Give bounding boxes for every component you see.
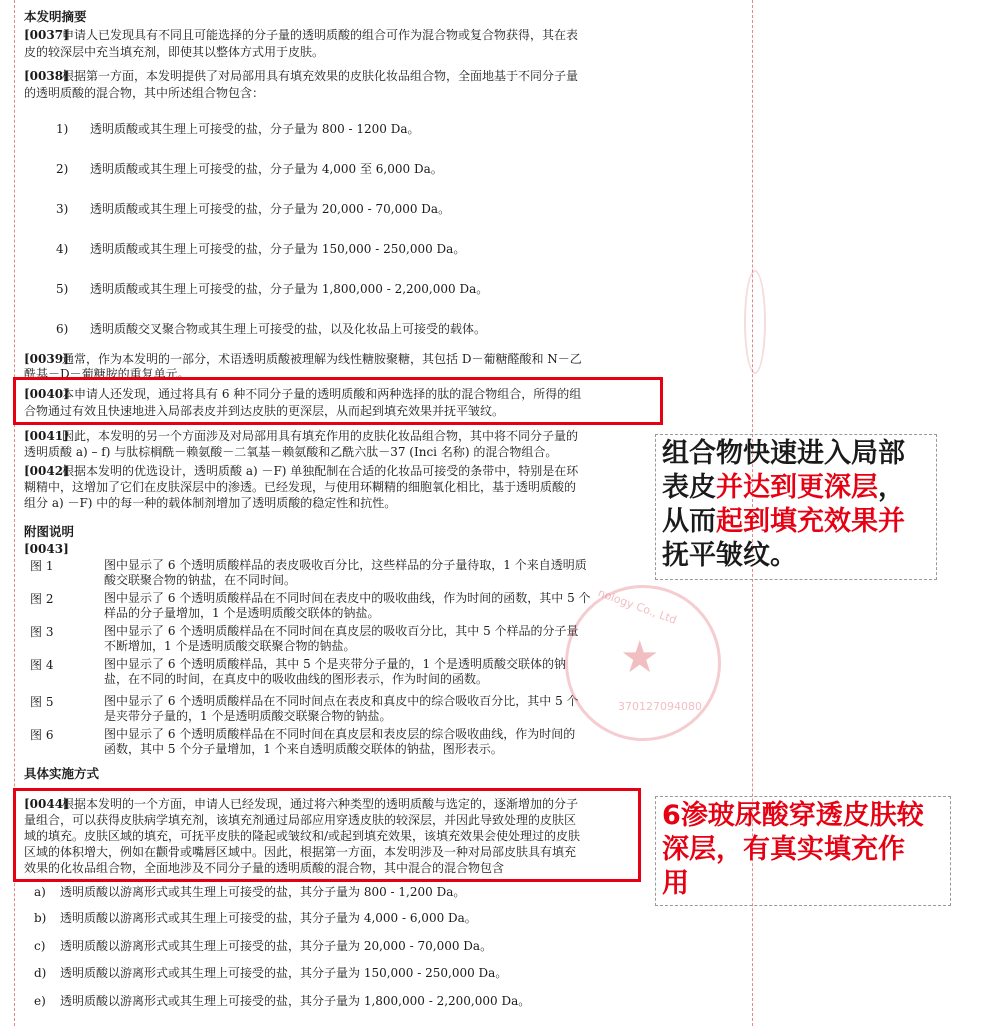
- annotation-callout-six-ha: [655, 796, 951, 906]
- figure-label: 图 4: [30, 658, 54, 672]
- list-item-text: 透明质酸或其生理上可接受的盐，分子量为 150,000 - 250,000 Da。: [90, 242, 466, 256]
- list-item-text: 透明质酸以游离形式或其生理上可接受的盐，其分子量为 1,800,000 - 2,200,000 Da。: [60, 994, 531, 1008]
- callout-line: 表皮并达到更深层，: [662, 472, 905, 503]
- figure-desc-line2: 样品的分子量增加，1 个是透明质酸交联体的钠盐。: [104, 606, 380, 620]
- seal-number: 370127094080: [618, 700, 702, 713]
- para-text: 本申请人还发现，通过将具有 6 种不同分子量的透明质酸和两种选择的肽的混合物组合，所得的组: [62, 387, 582, 401]
- figure-desc-line2: 是夹带分子量的，1 个是透明质酸交联聚合物的钠盐。: [104, 709, 392, 723]
- figure-desc-line1: 图中显示了 6 个透明质酸样品，其中 5 个是夹带分子量的，1 个是透明质酸交联体的钠: [104, 657, 566, 671]
- para-0039-line1: [24, 351, 582, 367]
- para-0039-line2: 酰基－D－葡糖胺的重复单元。: [24, 367, 190, 381]
- para-text: 通常，作为本发明的一部分，术语透明质酸被理解为线性糖胺聚糖，其包括 D－葡糖醛酸和 N－乙: [62, 352, 582, 366]
- para-text: 根据第一方面，本发明提供了对局部用具有填充效果的皮肤化妆品组合物，全面地基于不同分子量: [62, 69, 579, 83]
- para-0042-line2: 糊精中，这增加了它们在皮肤深层中的渗透。已经发现，与使用环糊精的细胞氧化相比，基于透明质酸的: [24, 480, 577, 494]
- para-text: 申请人已发现具有不同且可能选择的分子量的透明质酸的组合可作为混合物或复合物获得，其在表: [62, 28, 579, 42]
- list-item-text: 透明质酸以游离形式或其生理上可接受的盐，其分子量为 800 - 1,200 Da。: [60, 885, 466, 899]
- para-text: 根据本发明的一个方面，申请人已经发现，通过将六种类型的透明质酸与选定的，逐渐增加的分子: [62, 797, 579, 811]
- para-0038-line2: 的透明质酸的混合物，其中所述组合物包含：: [24, 86, 265, 100]
- figure-label: 图 1: [30, 559, 54, 573]
- figure-desc-line2: 酸交联聚合物的钠盐，在不同时间。: [104, 573, 297, 587]
- figure-desc-line1: 图中显示了 6 个透明质酸样品在不同时间在真皮层的吸收百分比，其中 5 个样品的分子量: [104, 624, 579, 638]
- para-0044-line3: 域的填充。皮肤区域的填充，可抚平皮肤的隆起或皱纹和/或起到填充效果，该填充效果会使处理过的皮肤: [24, 829, 581, 843]
- callout-line: 用: [662, 868, 689, 899]
- list-item-text: 透明质酸交叉聚合物或其生理上可接受的盐，以及化妆品上可接受的载体。: [90, 322, 487, 336]
- list-item-number: 5): [56, 282, 69, 296]
- para-0044-line4: 区域的体积增大，例如在颧骨或嘴唇区域中。因此，根据第一方面，本发明涉及一种对局部皮肤具有填充: [24, 845, 577, 859]
- para-number: [0044]: [24, 797, 69, 811]
- list-item-text: 透明质酸以游离形式或其生理上可接受的盐，其分子量为 20,000 - 70,000 Da。: [60, 939, 493, 953]
- callout-line: 组合物快速进入局部: [662, 438, 905, 469]
- callout-line: 6渗玻尿酸穿透皮肤较: [662, 800, 924, 831]
- figures-heading: 附图说明: [24, 524, 75, 539]
- para-0043-number: [0043]: [24, 542, 69, 556]
- figure-desc-line2: 不断增加，1 个是透明质酸交联聚合物的钠盐。: [104, 639, 356, 653]
- list-item-text: 透明质酸以游离形式或其生理上可接受的盐，其分子量为 4,000 - 6,000 Da。: [60, 911, 477, 925]
- para-0042-line3: 组分 a) －F) 中的每一种的载体制剂增加了透明质酸的稳定性和抗性。: [24, 496, 397, 510]
- para-number: [0041]: [24, 429, 69, 443]
- para-number: [0038]: [24, 69, 69, 83]
- figure-desc-line2: 盐，在不同的时间，在真皮中的吸收曲线的图形表示，作为时间的函数。: [104, 672, 489, 686]
- list-item-number: 2): [56, 162, 69, 176]
- figure-label: 图 2: [30, 592, 54, 606]
- figure-label: 图 5: [30, 695, 54, 709]
- list-item-text: 透明质酸或其生理上可接受的盐，分子量为 4,000 至 6,000 Da。: [90, 162, 443, 176]
- para-0040-line2: 合物通过有效且快速地进入局部表皮并到达皮肤的更深层，从而起到填充效果并抚平皱纹。: [24, 404, 505, 418]
- figure-desc-line1: 图中显示了 6 个透明质酸样品在不同时间点在表皮和真皮中的综合吸收百分比，其中 5 个: [104, 694, 579, 708]
- para-0044-line2: 量组合，可以获得皮肤病学填充剂，该填充剂通过局部应用穿透皮肤的较深层，并因此导致处理的皮肤区: [24, 813, 577, 827]
- para-0038-line1: [24, 68, 578, 84]
- seal-arc-text: nology Co., Ltd: [596, 586, 679, 627]
- company-seal-stamp: [565, 585, 721, 741]
- list-item-letter: e): [34, 994, 46, 1008]
- para-0042-line1: [24, 463, 578, 479]
- list-item-text: 透明质酸或其生理上可接受的盐，分子量为 1,800,000 - 2,200,000 Da。: [90, 282, 489, 296]
- embodiment-heading: 具体实施方式: [24, 766, 100, 781]
- list-item-number: 4): [56, 242, 69, 256]
- figure-desc-line1: 图中显示了 6 个透明质酸样品的表皮吸收百分比，这些样品的分子量待取，1 个来自透明质: [104, 558, 587, 572]
- para-0037-line2: 皮的较深层中充当填充剂，即使其以整体方式用于皮肤。: [24, 45, 325, 59]
- callout-line: 抚平皱纹。: [662, 540, 797, 571]
- list-item-letter: a): [34, 885, 46, 899]
- callout-line: 深层，有真实填充作: [662, 834, 905, 865]
- partial-seal-mark: [744, 270, 766, 374]
- list-item-number: 6): [56, 322, 69, 336]
- para-0041-line1: [24, 428, 578, 444]
- list-item-text: 透明质酸或其生理上可接受的盐，分子量为 800 - 1200 Da。: [90, 122, 420, 136]
- para-0040-line1: [24, 386, 581, 402]
- callout-line: 从而起到填充效果并: [662, 506, 905, 537]
- list-item-text: 透明质酸或其生理上可接受的盐，分子量为 20,000 - 70,000 Da。: [90, 202, 451, 216]
- figure-desc-line1: 图中显示了 6 个透明质酸样品在不同时间在真皮层和表皮层的综合吸收曲线，作为时间的: [104, 727, 576, 741]
- para-0044-line1: [24, 796, 578, 812]
- list-item-letter: c): [34, 939, 46, 953]
- list-item-number: 1): [56, 122, 69, 136]
- para-number: [0037]: [24, 28, 69, 42]
- figure-label: 图 6: [30, 728, 54, 742]
- list-item-number: 3): [56, 202, 69, 216]
- para-number: [0040]: [24, 387, 69, 401]
- para-text: 因此，本发明的另一个方面涉及对局部用具有填充作用的皮肤化妆品组合物，其中将不同分子量的: [62, 429, 579, 443]
- para-0041-line2: 透明质酸 a) – f) 与肽棕榈酰－赖氨酸－二氧基－赖氨酸和乙酰六肽－37 (Inci 名称) 的混合物组合。: [24, 445, 558, 459]
- para-number: [0039]: [24, 352, 69, 366]
- list-item-text: 透明质酸以游离形式或其生理上可接受的盐，其分子量为 150,000 - 250,000 Da。: [60, 966, 508, 980]
- para-0044-line5: 效果的化妆品组合物，全面地涉及不同分子量的透明质酸的混合物，其中混合的混合物包含: [24, 861, 505, 875]
- figure-desc-line2: 函数，其中 5 个分子量增加，1 个来自透明质酸交联体的钠盐，图形表示。: [104, 742, 503, 756]
- para-text: 根据本发明的优选设计，透明质酸 a) －F) 单独配制在合适的化妆品可接受的条带中，特别是在环: [62, 464, 579, 478]
- figure-label: 图 3: [30, 625, 54, 639]
- list-item-letter: b): [34, 911, 47, 925]
- para-number: [0042]: [24, 464, 69, 478]
- list-item-letter: d): [34, 966, 47, 980]
- annotation-callout-deep-layer: [655, 434, 937, 580]
- figure-desc-line1: 图中显示了 6 个透明质酸样品在不同时间在表皮中的吸收曲线，作为时间的函数，其中 5 个: [104, 591, 591, 605]
- para-0037-line1: [24, 27, 578, 43]
- seal-star-icon: ★: [620, 632, 660, 683]
- summary-heading: 本发明摘要: [24, 9, 87, 24]
